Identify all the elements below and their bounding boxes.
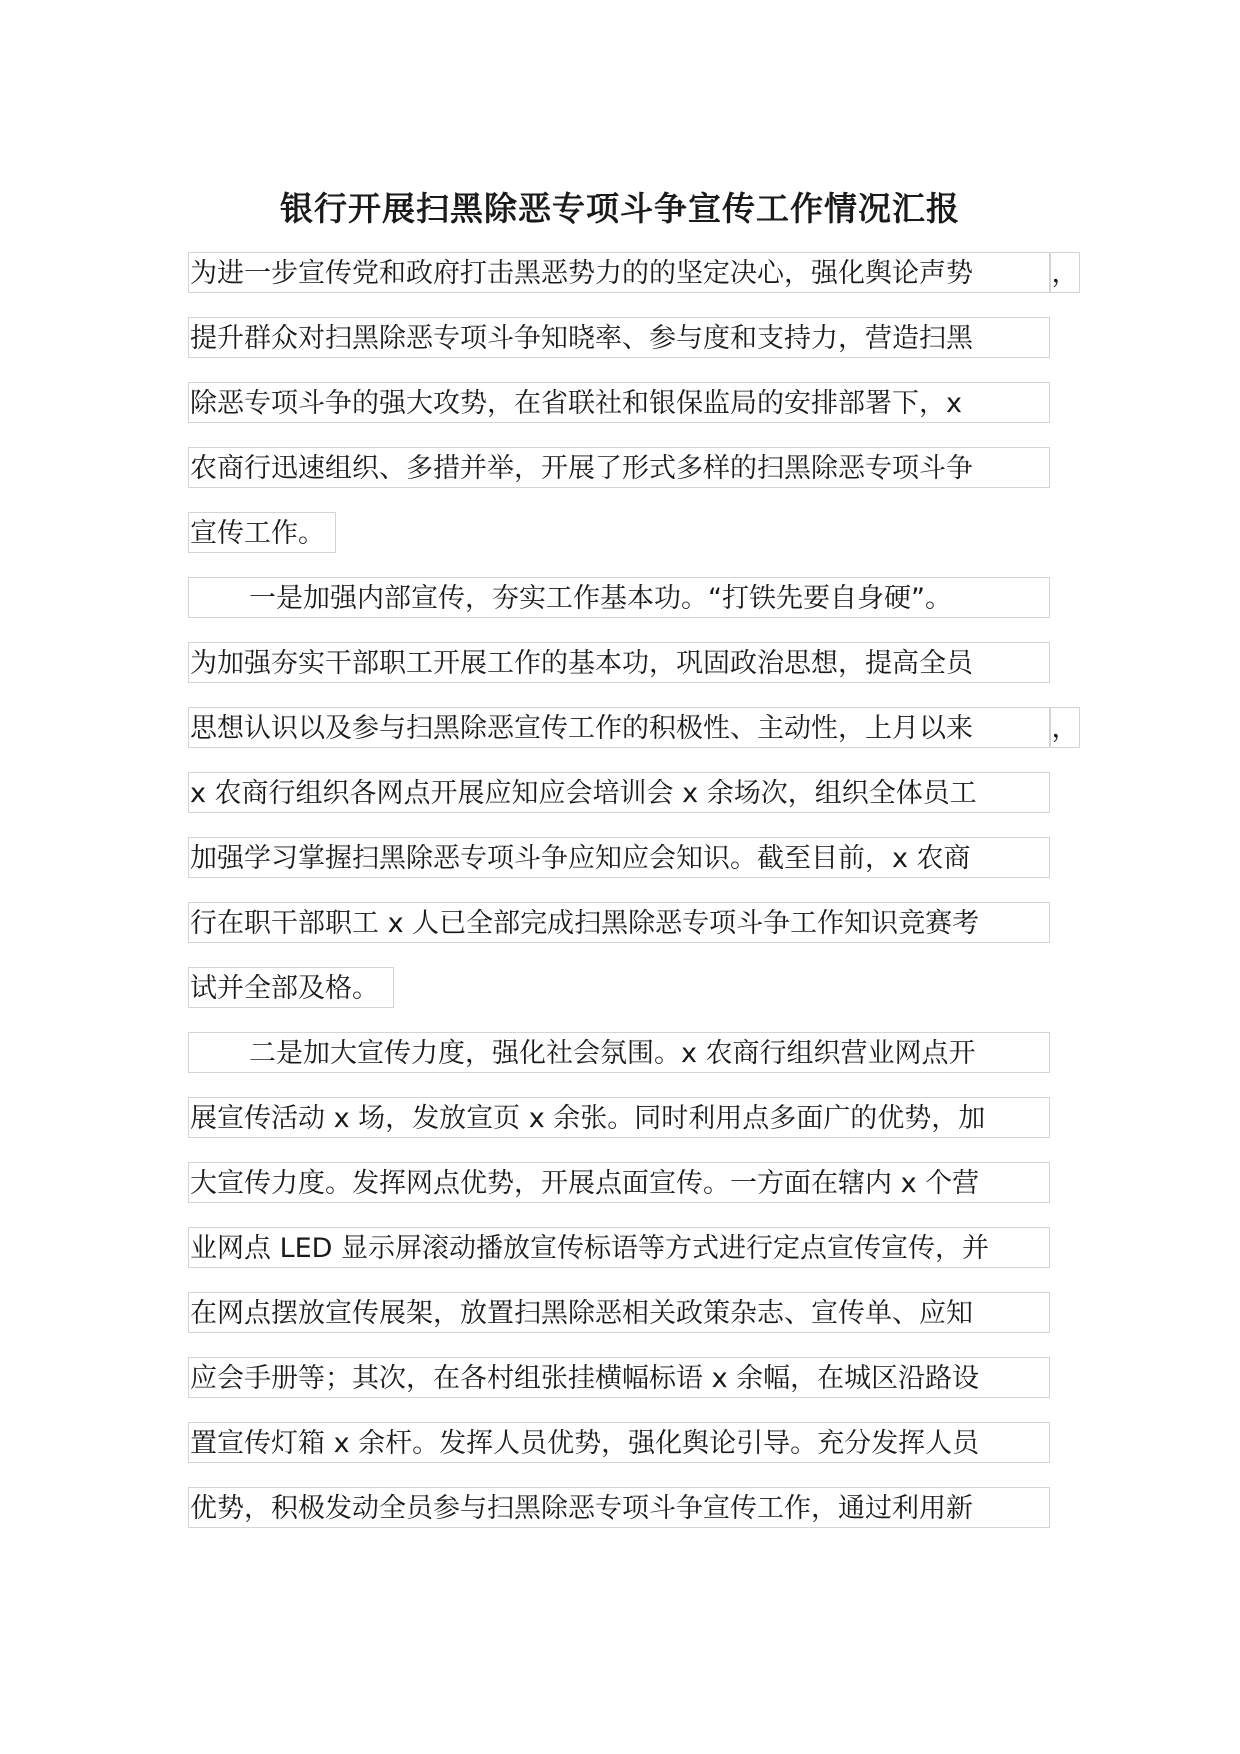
- text-line: [188, 382, 1188, 447]
- text-line: [188, 837, 1188, 902]
- text-line-box: 置宣传灯箱 x 余杆。发挥人员优势，强化舆论引导。充分发挥人员: [188, 1422, 1050, 1463]
- text-line-box: 为加强夯实干部职工开展工作的基本功，巩固政治思想，提高全员: [188, 642, 1050, 683]
- text-line: [188, 447, 1188, 512]
- text-line: [188, 512, 1188, 577]
- text-line-box: 试并全部及格。: [188, 967, 394, 1008]
- text-line: [188, 252, 1188, 317]
- text-line: [188, 1357, 1188, 1422]
- text-line-box: 在网点摆放宣传展架，放置扫黑除恶相关政策杂志、宣传单、应知: [188, 1292, 1050, 1333]
- text-line-box: 一是加强内部宣传，夯实工作基本功。“打铁先要自身硬”。: [188, 577, 1050, 618]
- text-line: [188, 1097, 1188, 1162]
- text-line-tail: ，: [1050, 707, 1080, 748]
- text-line-box: 农商行迅速组织、多措并举，开展了形式多样的扫黑除恶专项斗争: [188, 447, 1050, 488]
- text-line: [188, 1227, 1188, 1292]
- text-line-box: 为进一步宣传党和政府打击黑恶势力的的坚定决心，强化舆论声势: [188, 252, 1050, 293]
- text-line: [188, 1032, 1188, 1097]
- text-line-box: 业网点 LED 显示屏滚动播放宣传标语等方式进行定点宣传宣传，并: [188, 1227, 1050, 1268]
- text-line-box: 除恶专项斗争的强大攻势，在省联社和银保监局的安排部署下，x: [188, 382, 1050, 423]
- text-line-box: 应会手册等；其次，在各村组张挂横幅标语 x 余幅，在城区沿路设: [188, 1357, 1050, 1398]
- document-body: [188, 252, 1188, 1552]
- text-line: [188, 1292, 1188, 1357]
- text-line-box: 行在职干部职工 x 人已全部完成扫黑除恶专项斗争工作知识竞赛考: [188, 902, 1050, 943]
- text-line-box: 展宣传活动 x 场，发放宣页 x 余张。同时利用点多面广的优势，加: [188, 1097, 1050, 1138]
- text-line: [188, 1422, 1188, 1487]
- text-line: [188, 577, 1188, 642]
- text-line: [188, 1162, 1188, 1227]
- text-line-box: x 农商行组织各网点开展应知应会培训会 x 余场次，组织全体员工: [188, 772, 1050, 813]
- text-line: [188, 642, 1188, 707]
- text-line-box: 二是加大宣传力度，强化社会氛围。x 农商行组织营业网点开: [188, 1032, 1050, 1073]
- text-line: [188, 967, 1188, 1032]
- text-line: [188, 707, 1188, 772]
- text-line: [188, 317, 1188, 382]
- text-line-tail: ，: [1050, 252, 1080, 293]
- document-title: 银行开展扫黑除恶专项斗争宣传工作情况汇报: [280, 189, 960, 228]
- text-line-box: 思想认识以及参与扫黑除恶宣传工作的积极性、主动性，上月以来: [188, 707, 1050, 748]
- text-line: [188, 772, 1188, 837]
- text-line-box: 大宣传力度。发挥网点优势，开展点面宣传。一方面在辖内 x 个营: [188, 1162, 1050, 1203]
- text-line-box: 宣传工作。: [188, 512, 336, 553]
- text-line-box: 优势，积极发动全员参与扫黑除恶专项斗争宣传工作，通过利用新: [188, 1487, 1050, 1528]
- text-line: [188, 1487, 1188, 1552]
- text-line-box: 加强学习掌握扫黑除恶专项斗争应知应会知识。截至目前，x 农商: [188, 837, 1050, 878]
- text-line: [188, 902, 1188, 967]
- text-line-box: 提升群众对扫黑除恶专项斗争知晓率、参与度和支持力，营造扫黑: [188, 317, 1050, 358]
